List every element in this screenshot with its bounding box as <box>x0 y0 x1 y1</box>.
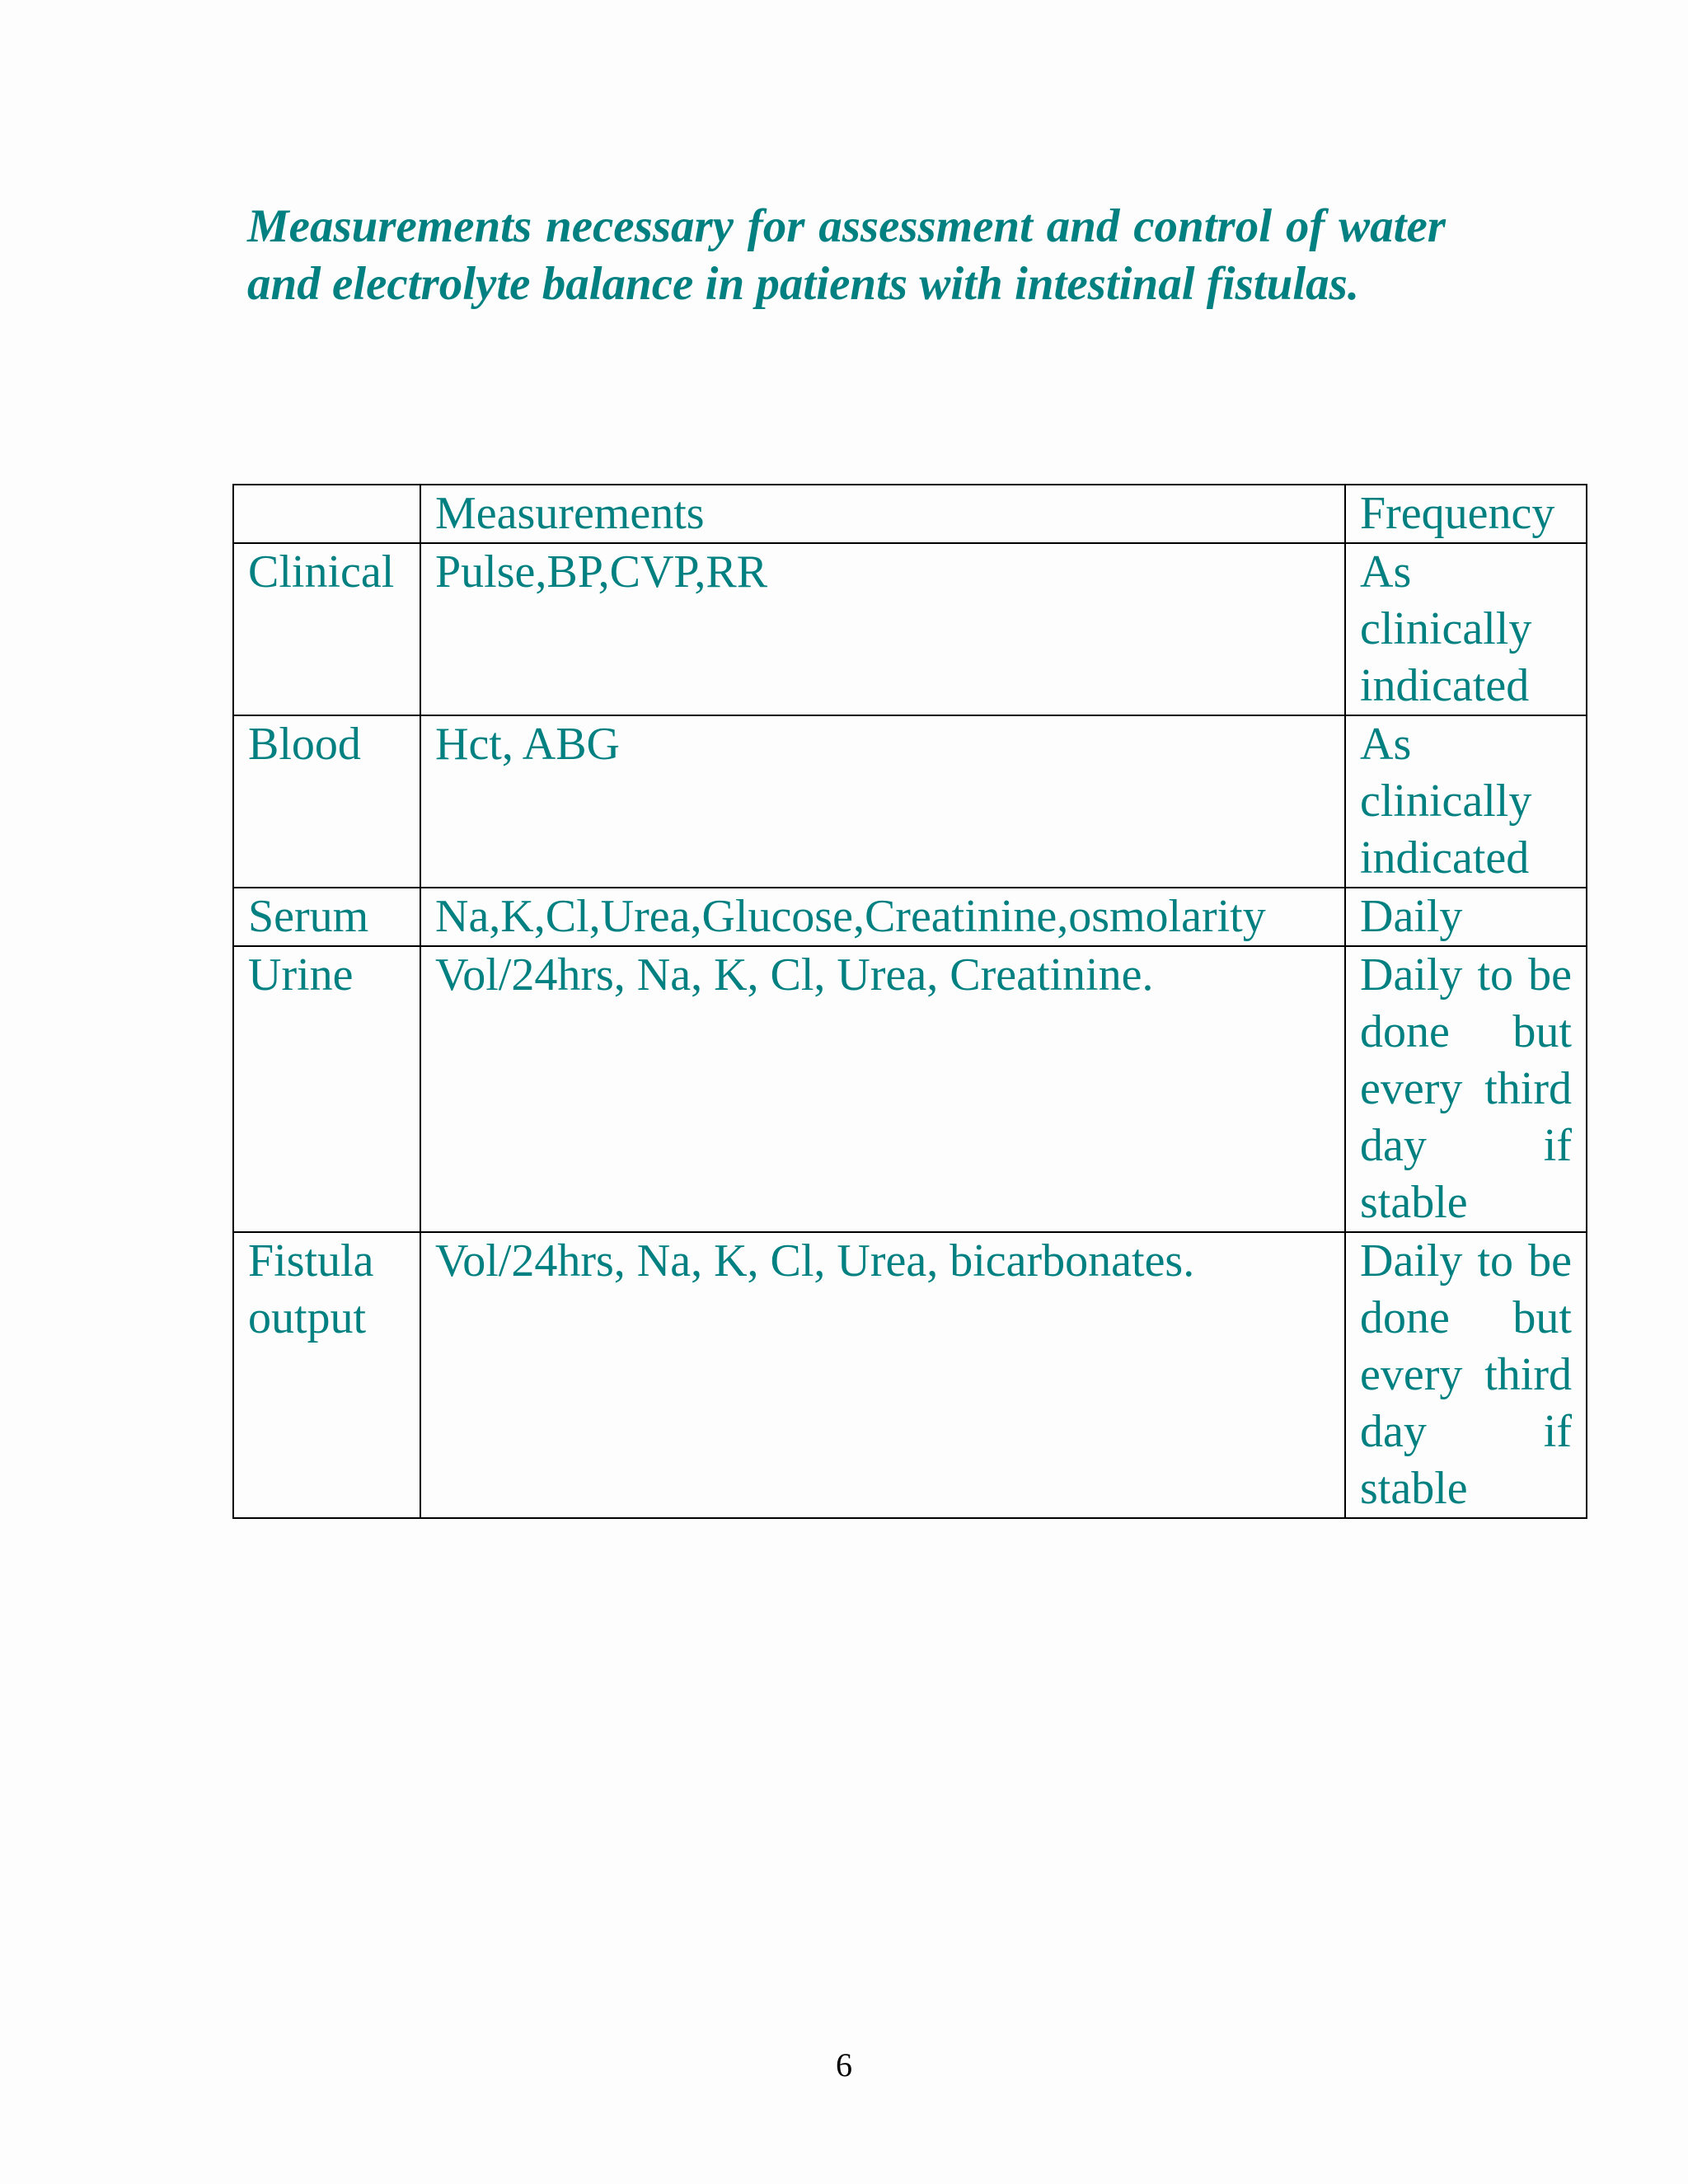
row-frequency: Daily to be done but every third day if stable <box>1345 1232 1587 1518</box>
header-cell-measurements: Measurements <box>420 485 1345 543</box>
header-cell-frequency: Frequency <box>1345 485 1587 543</box>
row-measurements: Vol/24hrs, Na, K, Cl, Urea, bicarbonates. <box>420 1232 1345 1518</box>
row-frequency: Daily <box>1345 888 1587 946</box>
row-measurements: Na,K,Cl,Urea,Glucose,Creatinine,osmolarity <box>420 888 1345 946</box>
table-header-row <box>233 485 1587 543</box>
row-measurements: Vol/24hrs, Na, K, Cl, Urea, Creatinine. <box>420 946 1345 1232</box>
table-row <box>233 888 1587 946</box>
row-category: Serum <box>233 888 420 946</box>
table-row <box>233 543 1587 715</box>
row-category: Fistula output <box>233 1232 420 1518</box>
row-category: Urine <box>233 946 420 1232</box>
header-cell-category <box>233 485 420 543</box>
row-frequency: As clinically indicated <box>1345 715 1587 888</box>
row-category: Clinical <box>233 543 420 715</box>
row-frequency: Daily to be done but every third day if stable <box>1345 946 1587 1232</box>
table-row <box>233 946 1587 1232</box>
table-row <box>233 1232 1587 1518</box>
measurements-table <box>232 484 1587 1519</box>
row-frequency: As clinically indicated <box>1345 543 1587 715</box>
row-measurements: Hct, ABG <box>420 715 1345 888</box>
document-title: Measurements necessary for assessment and control of water and electrolyte balance in patients with intestinal fistulas. <box>247 200 1446 310</box>
row-category: Blood <box>233 715 420 888</box>
page-number: 6 <box>836 2046 852 2083</box>
table-row <box>233 715 1587 888</box>
row-measurements: Pulse,BP,CVP,RR <box>420 543 1345 715</box>
